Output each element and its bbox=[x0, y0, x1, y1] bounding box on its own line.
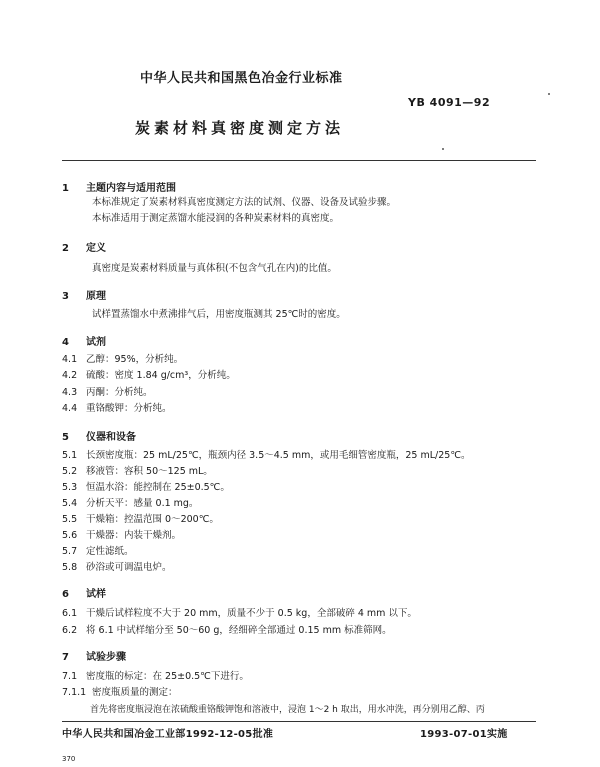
section-heading: 3 原理 bbox=[62, 291, 106, 302]
section-heading: 1 主题内容与适用范围 bbox=[62, 183, 176, 194]
page-number: 370 bbox=[62, 755, 76, 763]
section-heading: 7 试验步骤 bbox=[62, 652, 126, 663]
list-item: 5.7 定性滤纸。 bbox=[62, 546, 134, 557]
section-heading: 6 试样 bbox=[62, 589, 106, 600]
section-heading: 2 定义 bbox=[62, 243, 106, 254]
list-item: 4.3 丙酮：分析纯。 bbox=[62, 387, 153, 398]
list-item: 5.6 干燥器：内装干燥剂。 bbox=[62, 530, 182, 541]
paragraph: 本标准适用于测定蒸馏水能浸润的各种炭素材料的真密度。 bbox=[92, 213, 340, 224]
list-item: 5.1 长颈密度瓶：25 mL/25℃，瓶颈内径 3.5～4.5 mm，或用毛细管密度瓶，25 mL/25℃。 bbox=[62, 450, 471, 461]
list-item: 7.1 密度瓶的标定：在 25±0.5℃下进行。 bbox=[62, 671, 249, 682]
paragraph: 真密度是炭素材料质量与真体积(不包含气孔在内)的比值。 bbox=[92, 263, 337, 274]
list-item: 5.2 移液管：容积 50～125 mL。 bbox=[62, 466, 213, 477]
list-item: 4.1 乙醇：95%，分析纯。 bbox=[62, 354, 184, 365]
paragraph: 本标准规定了炭素材料真密度测定方法的试剂、仪器、设备及试验步骤。 bbox=[92, 197, 397, 208]
list-item: 6.2 将 6.1 中试样缩分至 50～60 g，经细碎全部通过 0.15 mm 标准筛网。 bbox=[62, 625, 392, 636]
paragraph: 首先将密度瓶浸泡在浓硫酸重铬酸钾饱和溶液中，浸泡 1～2 h 取出，用水冲洗，再分别用乙醇、丙 bbox=[90, 705, 485, 715]
scan-speck bbox=[548, 93, 550, 95]
approval-line: 中华人民共和国冶金工业部1992-12-05批准 bbox=[62, 729, 274, 740]
standard-org-title: 中华人民共和国黑色冶金行业标准 bbox=[140, 71, 343, 86]
header-rule bbox=[62, 160, 536, 161]
paragraph: 试样置蒸馏水中煮沸排气后，用密度瓶测其 25℃时的密度。 bbox=[92, 309, 346, 320]
list-item: 4.2 硫酸：密度 1.84 g/cm³，分析纯。 bbox=[62, 370, 236, 381]
list-item: 5.3 恒温水浴：能控制在 25±0.5℃。 bbox=[62, 482, 230, 493]
list-item: 5.4 分析天平：感量 0.1 mg。 bbox=[62, 498, 199, 509]
list-item: 7.1.1 密度瓶质量的测定： bbox=[62, 687, 178, 698]
document-title: 炭素材料真密度测定方法 bbox=[135, 119, 345, 137]
section-heading: 4 试剂 bbox=[62, 337, 106, 348]
footer-rule bbox=[62, 721, 536, 722]
list-item: 5.5 干燥箱：控温范围 0～200℃。 bbox=[62, 514, 219, 525]
list-item: 5.8 砂浴或可调温电炉。 bbox=[62, 562, 172, 573]
standard-code: YB 4091—92 bbox=[408, 96, 491, 109]
implementation-date: 1993-07-01实施 bbox=[420, 729, 508, 740]
section-heading: 5 仪器和设备 bbox=[62, 432, 136, 443]
scan-speck bbox=[442, 148, 444, 150]
list-item: 4.4 重铬酸钾：分析纯。 bbox=[62, 403, 172, 414]
list-item: 6.1 干燥后试样粒度不大于 20 mm，质量不少于 0.5 kg，全部破碎 4 mm 以下。 bbox=[62, 608, 417, 619]
